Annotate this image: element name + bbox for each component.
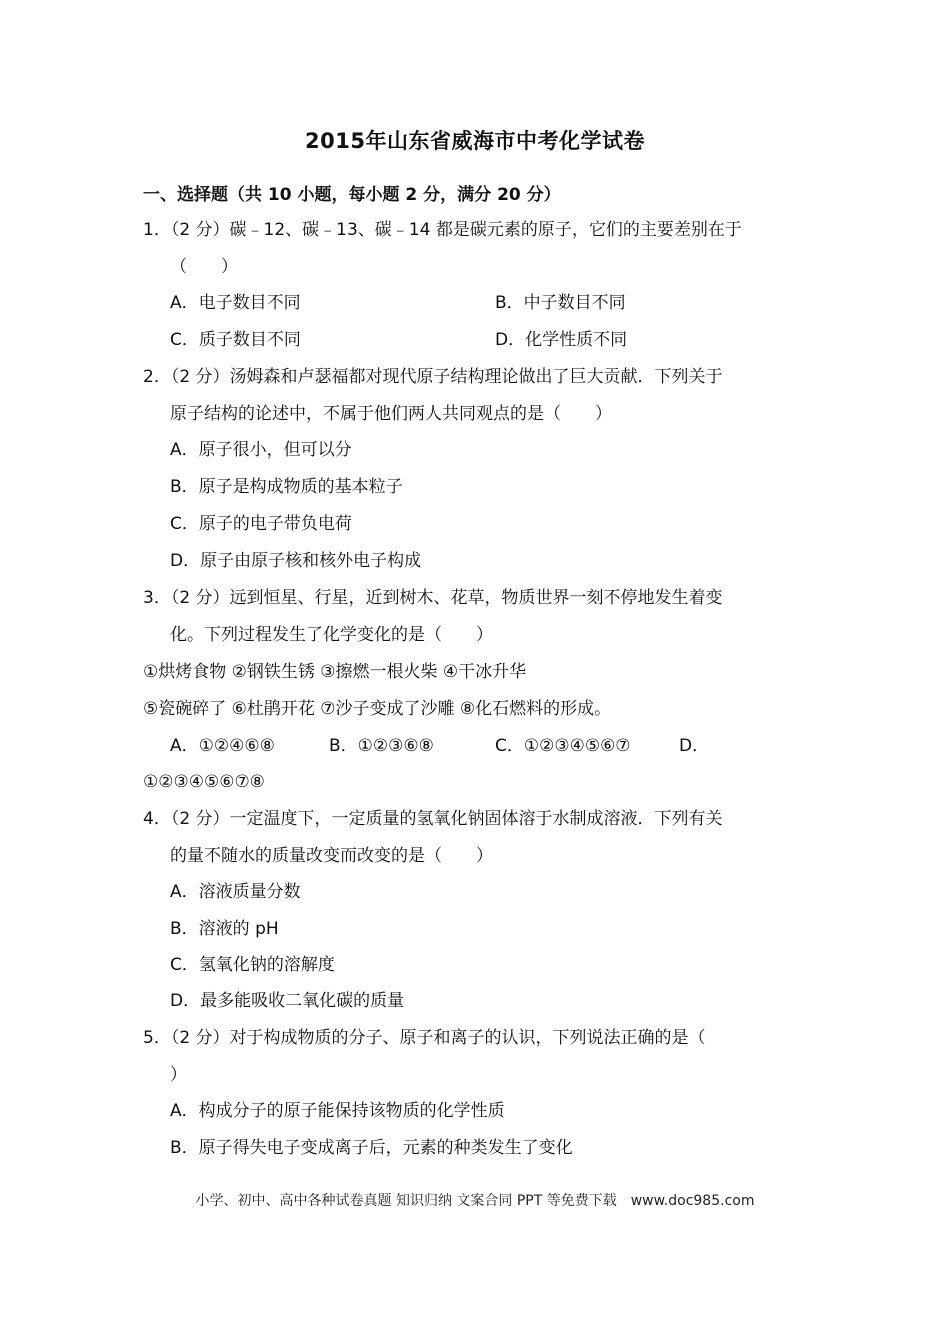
q1-stem-line2: （ ） xyxy=(170,257,238,277)
q5-stem-line1: 5．（2 分）对于构成物质的分子、原子和离子的认识，下列说法正确的是（ xyxy=(143,1028,706,1048)
q2-option-d: D．原子由原子核和核外电子构成 xyxy=(170,551,422,571)
q2-stem-line2: 原子结构的论述中，不属于他们两人共同观点的是（ ） xyxy=(170,404,612,424)
q5-option-b: B．原子得失电子变成离子后，元素的种类发生了变化 xyxy=(170,1138,573,1158)
q1-option-b: B．中子数目不同 xyxy=(495,293,626,313)
section-heading: 一、选择题（共 10 小题，每小题 2 分，满分 20 分） xyxy=(143,185,561,205)
page-title: 2015年山东省威海市中考化学试卷 xyxy=(305,129,645,153)
q3-list-line1: ①烘烤食物 ②钢铁生锈 ③擦燃一根火柴 ④干冰升华 xyxy=(143,662,527,682)
q3-list-line2: ⑤瓷碗碎了 ⑥杜鹃开花 ⑦沙子变成了沙雕 ⑧化石燃料的形成。 xyxy=(143,699,612,719)
q1-option-a: A．电子数目不同 xyxy=(170,293,301,313)
q2-option-c: C．原子的电子带负电荷 xyxy=(170,514,352,534)
q3-option-c: C．①②③④⑤⑥⑦ xyxy=(495,736,631,756)
q2-option-a: A．原子很小，但可以分 xyxy=(170,440,352,460)
q1-stem-line1: 1．（2 分）碳﹣12、碳﹣13、碳﹣14 都是碳元素的原子，它们的主要差别在于 xyxy=(143,220,742,240)
q1-option-c: C．质子数目不同 xyxy=(170,330,301,350)
q4-stem-line1: 4．（2 分）一定温度下，一定质量的氢氧化钠固体溶于水制成溶液．下列有关 xyxy=(143,809,723,829)
q4-option-a: A．溶液质量分数 xyxy=(170,882,301,902)
q1-option-d: D．化学性质不同 xyxy=(495,330,628,350)
q4-option-c: C．氢氧化钠的溶解度 xyxy=(170,955,335,975)
q3-option-a: A．①②④⑥⑧ xyxy=(170,736,275,756)
q5-option-a: A．构成分子的原子能保持该物质的化学性质 xyxy=(170,1101,505,1121)
q4-option-b: B．溶液的 pH xyxy=(170,919,279,939)
q2-stem-line1: 2．（2 分）汤姆森和卢瑟福都对现代原子结构理论做出了巨大贡献．下列关于 xyxy=(143,367,723,387)
q3-stem-line1: 3．（2 分）远到恒星、行星，近到树木、花草，物质世界一刻不停地发生着变 xyxy=(143,588,723,608)
q4-option-d: D．最多能吸收二氧化碳的质量 xyxy=(170,991,405,1011)
q4-stem-line2: 的量不随水的质量改变而改变的是（ ） xyxy=(170,846,493,866)
q3-stem-line2: 化。下列过程发生了化学变化的是（ ） xyxy=(170,625,493,645)
q3-option-b: B．①②③⑥⑧ xyxy=(329,736,434,756)
q2-option-b: B．原子是构成物质的基本粒子 xyxy=(170,477,403,497)
q5-stem-line2: ） xyxy=(170,1065,187,1085)
q3-option-d: D． xyxy=(679,736,710,756)
q3-option-d-continued: ①②③④⑤⑥⑦⑧ xyxy=(143,772,265,792)
page-footer: 小学、初中、高中各种试卷真题 知识归纳 文案合同 PPT 等免费下载 www.doc985.com xyxy=(195,1193,755,1209)
